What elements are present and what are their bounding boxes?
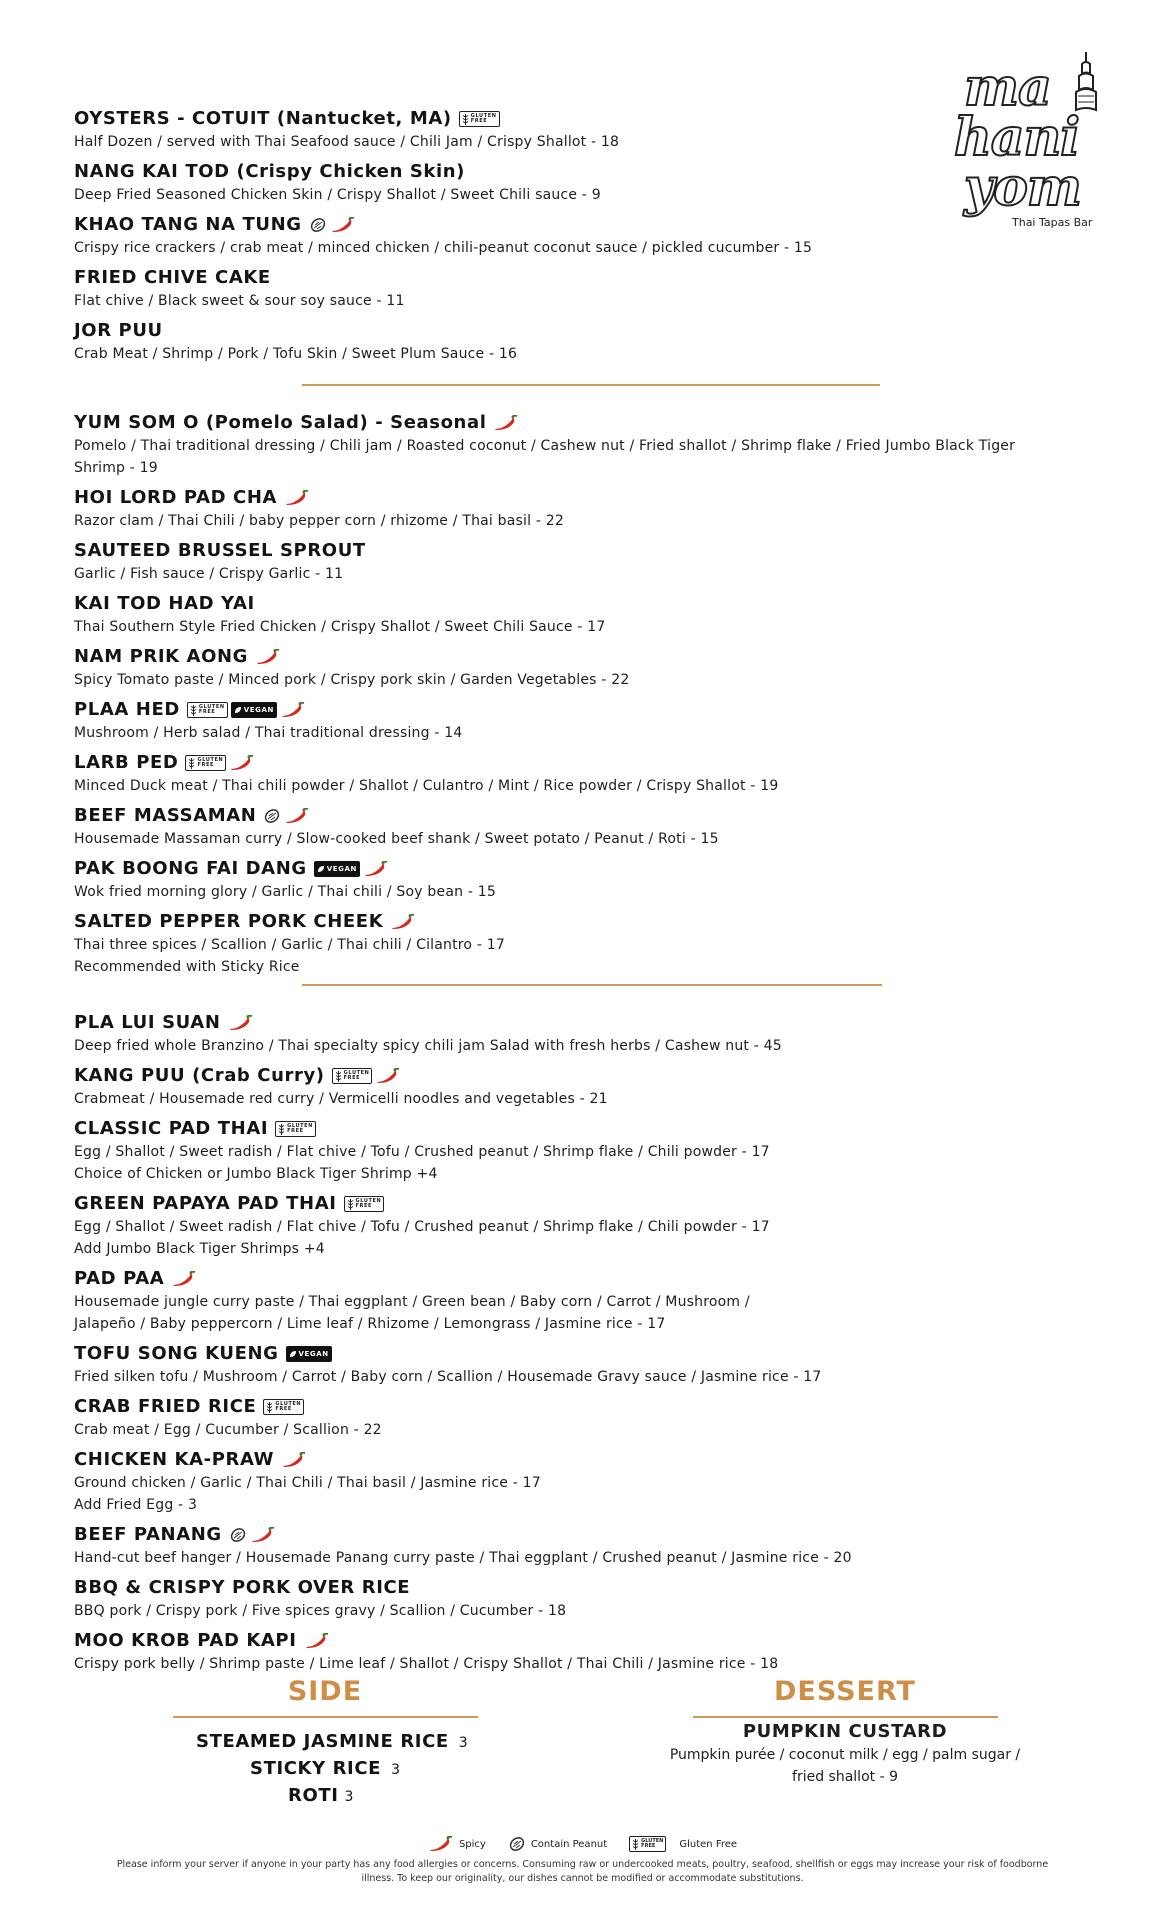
side-item-name: ROTI bbox=[288, 1785, 339, 1806]
dietary-badges bbox=[309, 216, 356, 234]
menu-item-name-row bbox=[74, 266, 271, 290]
menu-item-description: Crispy pork belly / Shrimp paste / Lime leaf / Shallot / Crispy Shallot / Thai Chili / Jasmine rice - 18 bbox=[74, 1656, 779, 1672]
dietary-badges bbox=[281, 1452, 307, 1468]
menu-item-name-row bbox=[74, 645, 281, 669]
menu-item-description: Thai three spices / Scallion / Garlic / Thai chili / Cilantro - 17 bbox=[74, 937, 505, 953]
side-title: SIDE bbox=[287, 1676, 363, 1707]
chili-icon bbox=[330, 217, 356, 233]
gluten-free-badge: GLUTEN FREE bbox=[185, 755, 226, 771]
menu-item bbox=[74, 698, 1114, 744]
menu-item-description: Add Jumbo Black Tiger Shrimps +4 bbox=[74, 1241, 325, 1257]
chili-icon bbox=[304, 1633, 330, 1649]
section-divider bbox=[302, 984, 882, 986]
menu-item-name-row bbox=[74, 213, 356, 237]
chili-icon bbox=[171, 1271, 197, 1287]
menu-item-description: Thai Southern Style Fried Chicken / Crispy Shallot / Sweet Chili Sauce - 17 bbox=[74, 619, 606, 635]
menu-item-description: Half Dozen / served with Thai Seafood sauce / Chili Jam / Crispy Shallot - 18 bbox=[74, 134, 620, 150]
chili-icon bbox=[284, 808, 310, 824]
menu-item-name-row bbox=[74, 1342, 332, 1366]
menu-item-description: Flat chive / Black sweet & sour soy sauce - 11 bbox=[74, 293, 405, 309]
menu-item-description: Garlic / Fish sauce / Crispy Garlic - 11 bbox=[74, 566, 344, 582]
menu-item-name-row bbox=[74, 539, 366, 563]
menu-item-description: Crispy rice crackers / crab meat / minced chicken / chili-peanut coconut sauce / pickled cucumber - 15 bbox=[74, 240, 813, 256]
menu-item bbox=[74, 804, 1114, 850]
menu-item-name: PLA LUI SUAN bbox=[74, 1012, 221, 1033]
menu-item-description: Deep Fried Seasoned Chicken Skin / Crispy Shallot / Sweet Chili sauce - 9 bbox=[74, 187, 601, 203]
menu-section-small-plates bbox=[74, 411, 1114, 985]
menu-item bbox=[74, 1395, 1114, 1441]
dessert-item bbox=[640, 1720, 1050, 1788]
menu-item-name-row bbox=[74, 1576, 410, 1600]
menu-item-name: JOR PUU bbox=[74, 320, 163, 341]
dietary-badges bbox=[284, 490, 310, 506]
menu-item-description: Ground chicken / Garlic / Thai Chili / Thai basil / Jasmine rice - 17 bbox=[74, 1475, 541, 1491]
menu-item-description: Recommended with Sticky Rice bbox=[74, 959, 300, 975]
chili-icon bbox=[255, 649, 281, 665]
menu-item-name-row bbox=[74, 319, 163, 343]
menu-item-name-row bbox=[74, 804, 310, 828]
gluten-free-badge: GLUTEN FREE bbox=[275, 1121, 316, 1137]
legend-peanut-label: Contain Peanut bbox=[530, 1838, 608, 1850]
allergy-disclaimer: Please inform your server if anyone in your party has any food allergies or concerns. Consuming raw or undercooked meats, poultry, seafood, shellfish or eggs may increase your risk of foodborne illness. To keep our originality, our dishes cannot be modified or accommodate substitutions. bbox=[116, 1859, 1049, 1884]
menu-item-name: KAI TOD HAD YAI bbox=[74, 593, 255, 614]
menu-item-description: Crabmeat / Housemade red curry / Vermicelli noodles and vegetables - 21 bbox=[74, 1091, 608, 1107]
menu-item-description: Wok fried morning glory / Garlic / Thai chili / Soy bean - 15 bbox=[74, 884, 496, 900]
peanut-icon bbox=[229, 1526, 247, 1544]
peanut-icon bbox=[309, 216, 327, 234]
menu-item bbox=[74, 1117, 1114, 1185]
menu-item bbox=[74, 486, 1114, 532]
dietary-badges bbox=[275, 1121, 316, 1137]
menu-item-name: PAK BOONG FAI DANG bbox=[74, 858, 307, 879]
menu-item-name: HOI LORD PAD CHA bbox=[74, 487, 278, 508]
side-item-price: 3 bbox=[391, 1762, 401, 1778]
legend-spicy bbox=[428, 1836, 486, 1852]
menu-item bbox=[74, 160, 1114, 206]
menu-item-name-row bbox=[74, 592, 255, 616]
menu-item-name: SAUTEED BRUSSEL SPROUT bbox=[74, 540, 366, 561]
menu-item-description: Fried silken tofu / Mushroom / Carrot / Baby corn / Scallion / Housemade Gravy sauce / Jasmine rice - 17 bbox=[74, 1369, 822, 1385]
menu-item bbox=[74, 1267, 1114, 1335]
dietary-badges bbox=[344, 1196, 385, 1212]
menu-item-name-row bbox=[74, 486, 310, 510]
chili-icon bbox=[284, 490, 310, 506]
menu-item-name-row bbox=[74, 1192, 384, 1216]
menu-item-description: Housemade jungle curry paste / Thai eggplant / Green bean / Baby corn / Carrot / Mushroom / bbox=[74, 1294, 750, 1310]
menu-item bbox=[74, 539, 1114, 585]
side-item-price: 3 bbox=[344, 1789, 355, 1805]
menu-item bbox=[74, 910, 1114, 978]
menu-item-name: NANG KAI TOD (Crispy Chicken Skin) bbox=[74, 161, 465, 182]
dietary-badges bbox=[187, 702, 306, 718]
menu-item-description: Jalapeño / Baby peppercorn / Lime leaf / Rhizome / Lemongrass / Jasmine rice - 17 bbox=[74, 1316, 666, 1332]
menu-item-name-row bbox=[74, 1064, 401, 1088]
menu-item bbox=[74, 1011, 1114, 1057]
dessert-desc-line: Pumpkin purée / coconut milk / egg / palm sugar / bbox=[669, 1747, 1021, 1763]
legend bbox=[0, 1835, 1165, 1853]
dietary-badges bbox=[263, 1399, 304, 1415]
dietary-badges bbox=[185, 755, 255, 771]
menu-item-description: Shrimp - 19 bbox=[74, 460, 158, 476]
side-item-name: STICKY RICE bbox=[250, 1758, 382, 1779]
gluten-free-badge: GLUTEN FREE bbox=[332, 1068, 373, 1084]
dessert-desc-line: fried shallot - 9 bbox=[792, 1769, 898, 1785]
menu-item-name-row bbox=[74, 1117, 316, 1141]
menu-item-description: Pomelo / Thai traditional dressing / Chili jam / Roasted coconut / Cashew nut / Fried shallot / Shrimp flake / Fried Jumbo Black Tiger bbox=[74, 438, 1016, 454]
menu-item bbox=[74, 1523, 1114, 1569]
side-item-price: 3 bbox=[458, 1735, 469, 1751]
menu-item-name-row bbox=[74, 1523, 276, 1547]
menu-item-name-row bbox=[74, 910, 416, 934]
menu-item-name-row bbox=[74, 698, 306, 722]
dietary-badges bbox=[390, 914, 416, 930]
menu-item-name-row bbox=[74, 411, 519, 435]
menu-item-name: OYSTERS - COTUIT (Nantucket, MA) bbox=[74, 108, 452, 129]
chili-icon bbox=[390, 914, 416, 930]
menu-item-description: Minced Duck meat / Thai chili powder / Shallot / Culantro / Mint / Rice powder / Crispy Shallot - 19 bbox=[74, 778, 779, 794]
menu-item bbox=[74, 592, 1114, 638]
dietary-badges bbox=[228, 1015, 254, 1031]
menu-item-name: CRAB FRIED RICE bbox=[74, 1396, 257, 1417]
dessert-title-rule bbox=[693, 1716, 998, 1718]
dietary-badges bbox=[332, 1068, 402, 1084]
menu-item bbox=[74, 1576, 1114, 1622]
menu-item bbox=[74, 857, 1114, 903]
menu-item-name: PAD PAA bbox=[74, 1268, 165, 1289]
vegan-badge: VEGAN bbox=[231, 702, 277, 718]
menu-item-name-row bbox=[74, 857, 389, 881]
menu-item-name: BEEF PANANG bbox=[74, 1524, 222, 1545]
side-item bbox=[196, 1731, 468, 1752]
menu-item bbox=[74, 411, 1114, 479]
logo-word-1: ma bbox=[964, 57, 1051, 118]
menu-item-name-row bbox=[74, 1629, 330, 1653]
gluten-free-icon bbox=[629, 1836, 666, 1852]
peanut-icon bbox=[263, 807, 281, 825]
logo-tagline: Thai Tapas Bar bbox=[1012, 216, 1093, 229]
menu-item-description: Razor clam / Thai Chili / baby pepper corn / rhizome / Thai basil - 22 bbox=[74, 513, 564, 529]
menu-item bbox=[74, 1448, 1114, 1516]
menu-item-description: Hand-cut beef hanger / Housemade Panang curry paste / Thai eggplant / Crushed peanut / Jasmine rice - 20 bbox=[74, 1550, 852, 1566]
gluten-free-badge: GLUTEN FREE bbox=[263, 1399, 304, 1415]
logo-word-3: yom bbox=[964, 157, 1081, 218]
menu-item-name: PLAA HED bbox=[74, 699, 180, 720]
menu-item bbox=[74, 1064, 1114, 1110]
menu-item-name: CLASSIC PAD THAI bbox=[74, 1118, 269, 1139]
dietary-badges bbox=[493, 415, 519, 431]
dietary-badges bbox=[459, 111, 500, 127]
menu-item-description: Egg / Shallot / Sweet radish / Flat chive / Tofu / Crushed peanut / Shrimp flake / Chili powder - 17 bbox=[74, 1219, 770, 1235]
dietary-badges bbox=[286, 1346, 332, 1362]
menu-item-name: SALTED PEPPER PORK CHEEK bbox=[74, 911, 384, 932]
menu-item-name: CHICKEN KA-PRAW bbox=[74, 1449, 275, 1470]
dietary-badges bbox=[255, 649, 281, 665]
menu-item-description: BBQ pork / Crispy pork / Five spices gravy / Scallion / Cucumber - 18 bbox=[74, 1603, 567, 1619]
menu-item-name: FRIED CHIVE CAKE bbox=[74, 267, 271, 288]
chili-icon bbox=[428, 1836, 454, 1852]
dietary-badges bbox=[304, 1633, 330, 1649]
side-item-name: STEAMED JASMINE RICE bbox=[196, 1731, 449, 1752]
menu-item-name: GREEN PAPAYA PAD THAI bbox=[74, 1193, 337, 1214]
menu-item-description: Mushroom / Herb salad / Thai traditional dressing - 14 bbox=[74, 725, 463, 741]
side-title-rule bbox=[173, 1716, 478, 1718]
menu-item bbox=[74, 1629, 1114, 1675]
chili-icon bbox=[493, 415, 519, 431]
vegan-badge: VEGAN bbox=[314, 861, 360, 877]
menu-item-name: KHAO TANG NA TUNG bbox=[74, 214, 302, 235]
gluten-free-badge: GLUTEN FREE bbox=[629, 1836, 666, 1852]
legend-gf bbox=[629, 1836, 737, 1852]
menu-item-description: Egg / Shallot / Sweet radish / Flat chive / Tofu / Crushed peanut / Shrimp flake / Chili powder - 17 bbox=[74, 1144, 770, 1160]
menu-item-description: Add Fried Egg - 3 bbox=[74, 1497, 198, 1513]
dietary-badges bbox=[263, 807, 310, 825]
menu-item-description: Choice of Chicken or Jumbo Black Tiger Shrimp +4 bbox=[74, 1166, 438, 1182]
menu-item-name-row bbox=[74, 1267, 197, 1291]
gluten-free-badge: GLUTEN FREE bbox=[344, 1196, 385, 1212]
dietary-badges bbox=[229, 1526, 276, 1544]
section-divider bbox=[302, 384, 880, 386]
side-item bbox=[250, 1758, 401, 1779]
menu-item-name-row bbox=[74, 751, 255, 775]
gluten-free-badge: GLUTEN FREE bbox=[187, 702, 228, 718]
menu-item-name: NAM PRIK AONG bbox=[74, 646, 249, 667]
peanut-icon bbox=[508, 1835, 526, 1853]
menu-item bbox=[74, 1342, 1114, 1388]
menu-item-description: Housemade Massaman curry / Slow-cooked beef shank / Sweet potato / Peanut / Roti - 15 bbox=[74, 831, 719, 847]
menu-item bbox=[74, 319, 1114, 365]
menu-item-name: TOFU SONG KUENG bbox=[74, 1343, 279, 1364]
menu-item-name-row bbox=[74, 1395, 304, 1419]
menu-item bbox=[74, 107, 1114, 153]
menu-section-starters bbox=[74, 107, 1114, 372]
chili-icon bbox=[280, 702, 306, 718]
menu-item-name: KANG PUU (Crab Curry) bbox=[74, 1065, 325, 1086]
logo-word-2: hani bbox=[954, 107, 1080, 168]
legend-peanut bbox=[508, 1835, 607, 1853]
chili-icon bbox=[363, 861, 389, 877]
dessert-title: DESSERT bbox=[774, 1676, 916, 1707]
dietary-badges bbox=[171, 1271, 197, 1287]
menu-item-name-row bbox=[74, 160, 465, 184]
menu-item-name: MOO KROB PAD KAPI bbox=[74, 1630, 297, 1651]
legend-spicy-label: Spicy bbox=[458, 1838, 486, 1850]
menu-item bbox=[74, 645, 1114, 691]
menu-section-mains bbox=[74, 1011, 1114, 1682]
chili-icon bbox=[250, 1527, 276, 1543]
menu-item-description: Spicy Tomato paste / Minced pork / Crispy pork skin / Garden Vegetables - 22 bbox=[74, 672, 630, 688]
menu-item-name: YUM SOM O (Pomelo Salad) - Seasonal bbox=[74, 412, 487, 433]
menu-item bbox=[74, 751, 1114, 797]
menu-item-name: BEEF MASSAMAN bbox=[74, 805, 257, 826]
vegan-badge: VEGAN bbox=[286, 1346, 332, 1362]
peanut-icon bbox=[508, 1835, 526, 1853]
chili-icon bbox=[281, 1452, 307, 1468]
dessert-name: PUMPKIN CUSTARD bbox=[742, 1721, 948, 1742]
menu-item bbox=[74, 1192, 1114, 1260]
menu-item-name-row bbox=[74, 1011, 254, 1035]
menu-item-description: Crab Meat / Shrimp / Pork / Tofu Skin / Sweet Plum Sauce - 16 bbox=[74, 346, 518, 362]
menu-item bbox=[74, 266, 1114, 312]
menu-item bbox=[74, 213, 1114, 259]
menu-item-name-row bbox=[74, 1448, 307, 1472]
chili-icon bbox=[428, 1836, 454, 1852]
side-item bbox=[288, 1785, 354, 1806]
menu-item-name: BBQ & CRISPY PORK OVER RICE bbox=[74, 1577, 411, 1598]
menu-item-description: Deep fried whole Branzino / Thai specialty spicy chili jam Salad with fresh herbs / Cashew nut - 45 bbox=[74, 1038, 782, 1054]
chili-icon bbox=[375, 1068, 401, 1084]
chili-icon bbox=[229, 755, 255, 771]
legend-gf-label: Gluten Free bbox=[679, 1838, 738, 1850]
menu-item-name-row bbox=[74, 107, 500, 131]
menu-item-name: LARB PED bbox=[74, 752, 179, 773]
dietary-badges bbox=[314, 861, 389, 877]
gluten-free-badge: GLUTEN FREE bbox=[459, 111, 500, 127]
menu-item-description: Crab meat / Egg / Cucumber / Scallion - 22 bbox=[74, 1422, 382, 1438]
chili-icon bbox=[228, 1015, 254, 1031]
